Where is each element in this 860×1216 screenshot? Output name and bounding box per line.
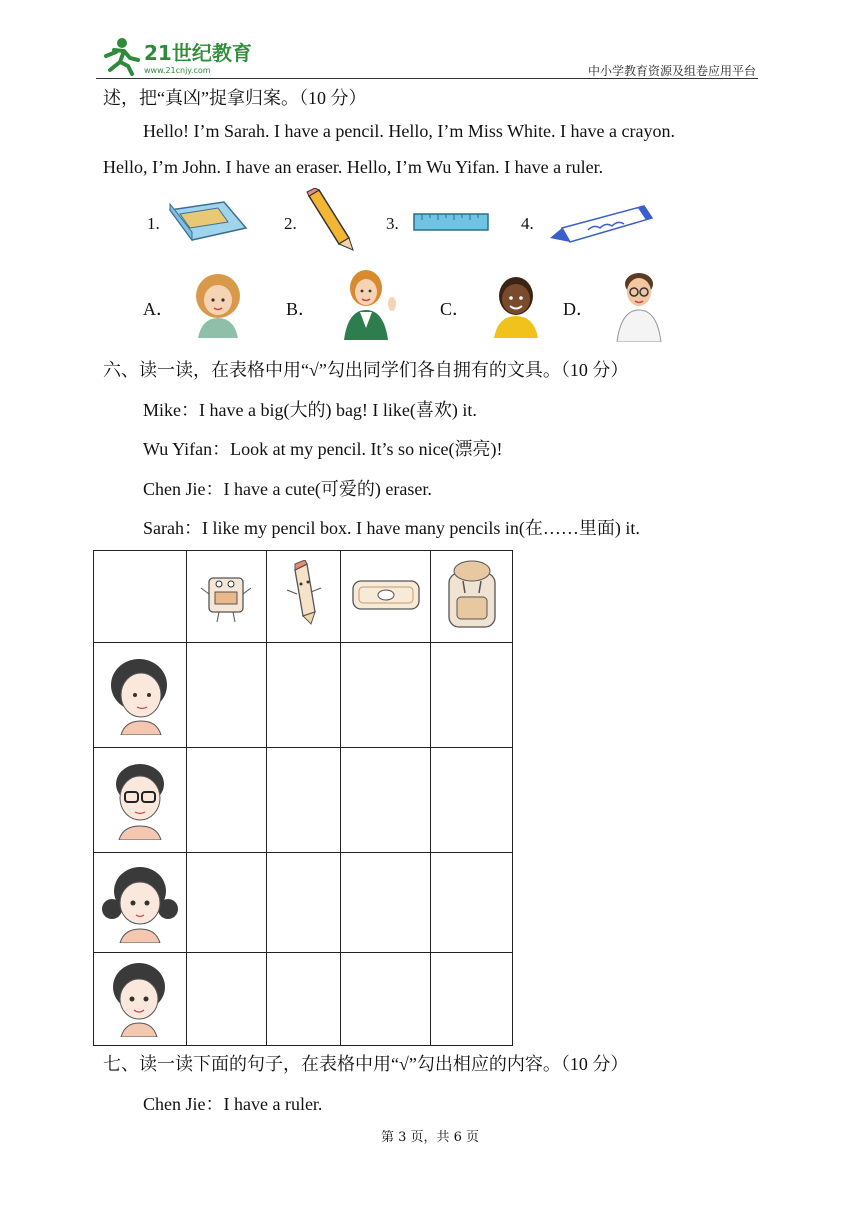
section5-intro: 述，把“真凶”捉拿归案。（10 分） (103, 88, 367, 108)
checkbox-cell[interactable] (341, 643, 431, 748)
teacher-icon (340, 268, 398, 340)
pencil-box-icon (349, 575, 423, 615)
item-number-2: 2. (284, 214, 297, 233)
crayon-icon (548, 200, 658, 246)
checkbox-cell[interactable] (187, 853, 267, 953)
checkbox-cell[interactable] (187, 953, 267, 1046)
checkbox-cell[interactable] (431, 953, 513, 1046)
table-row-header (94, 853, 187, 953)
table-row-header (94, 953, 187, 1046)
table-row-header (94, 748, 187, 853)
checkbox-cell[interactable] (267, 853, 341, 953)
table-row (94, 853, 513, 953)
boy-icon (490, 274, 542, 338)
svg-text:www.21cnjy.com: www.21cnjy.com (144, 66, 211, 75)
table-row (94, 748, 513, 853)
item-number-4: 4. (521, 214, 534, 233)
eraser-character-icon (197, 562, 257, 628)
boy-glasses-icon (615, 270, 663, 342)
girl-pigtails-face-icon (100, 859, 180, 943)
checkbox-cell[interactable] (431, 853, 513, 953)
dialogue-wu-yifan: Wu Yifan：Look at my pencil. It’s so nice(漂亮)! (143, 439, 503, 459)
table-row (94, 643, 513, 748)
dialogue-mike: Mike：I have a big(大的) bag! I like(喜欢) it. (143, 400, 477, 420)
checkbox-cell[interactable] (267, 748, 341, 853)
item-number-1: 1. (147, 214, 160, 233)
bag-icon (441, 557, 503, 633)
platform-name: 中小学教育资源及组卷应用平台 (587, 64, 756, 78)
section7-title: 七、读一读下面的句子，在表格中用“√”勾出相应的内容。（10 分） (103, 1054, 629, 1074)
pencil-icon (305, 188, 357, 252)
option-c: C． (440, 299, 471, 319)
pencil-character-icon (281, 560, 327, 630)
checkbox-cell[interactable] (267, 643, 341, 748)
passage-line-1: Hello! I’m Sarah. I have a pencil. Hello, I’m Miss White. I have a crayon. (143, 121, 675, 141)
dialogue-sarah: Sarah：I like my pencil box. I have many pencils in(在……里面) it. (143, 518, 640, 538)
passage-line-2: Hello, I’m John. I have an eraser. Hello, I’m Wu Yifan. I have a ruler. (103, 157, 604, 177)
table-row-header (94, 643, 187, 748)
section6-title: 六、读一读，在表格中用“√”勾出同学们各自拥有的文具。（10 分） (103, 360, 629, 380)
stationery-table (93, 550, 513, 1046)
table-header-cell (341, 551, 431, 643)
checkbox-cell[interactable] (431, 643, 513, 748)
checkbox-cell[interactable] (187, 748, 267, 853)
checkbox-cell[interactable] (431, 748, 513, 853)
dialogue-chen-jie: Chen Jie：I have a cute(可爱的) eraser. (143, 479, 432, 499)
girl-icon (190, 270, 246, 338)
option-a: A． (143, 299, 174, 319)
page-number: 第 3 页，共 6 页 (380, 1130, 480, 1145)
table-header-cell (187, 551, 267, 643)
checkbox-cell[interactable] (267, 953, 341, 1046)
checkbox-cell[interactable] (341, 853, 431, 953)
item-number-3: 3. (386, 214, 399, 233)
svg-text:21世纪教育: 21世纪教育 (144, 41, 252, 65)
header-divider (96, 78, 758, 79)
option-d: D． (563, 299, 594, 319)
table-header-cell (267, 551, 341, 643)
eraser-icon (164, 196, 250, 246)
boy-face-icon (103, 651, 177, 735)
table-header-row (94, 551, 513, 643)
logo (94, 36, 264, 76)
table-row (94, 953, 513, 1046)
checkbox-cell[interactable] (187, 643, 267, 748)
table-header-cell (431, 551, 513, 643)
table-corner-cell (94, 551, 187, 643)
glasses-boy-face-icon (103, 756, 177, 840)
ruler-icon (412, 210, 490, 234)
checkbox-cell[interactable] (341, 748, 431, 853)
checkbox-cell[interactable] (341, 953, 431, 1046)
section7-line-1: Chen Jie：I have a ruler. (143, 1094, 323, 1114)
girl-ponytail-face-icon (103, 957, 177, 1037)
option-b: B． (286, 299, 317, 319)
